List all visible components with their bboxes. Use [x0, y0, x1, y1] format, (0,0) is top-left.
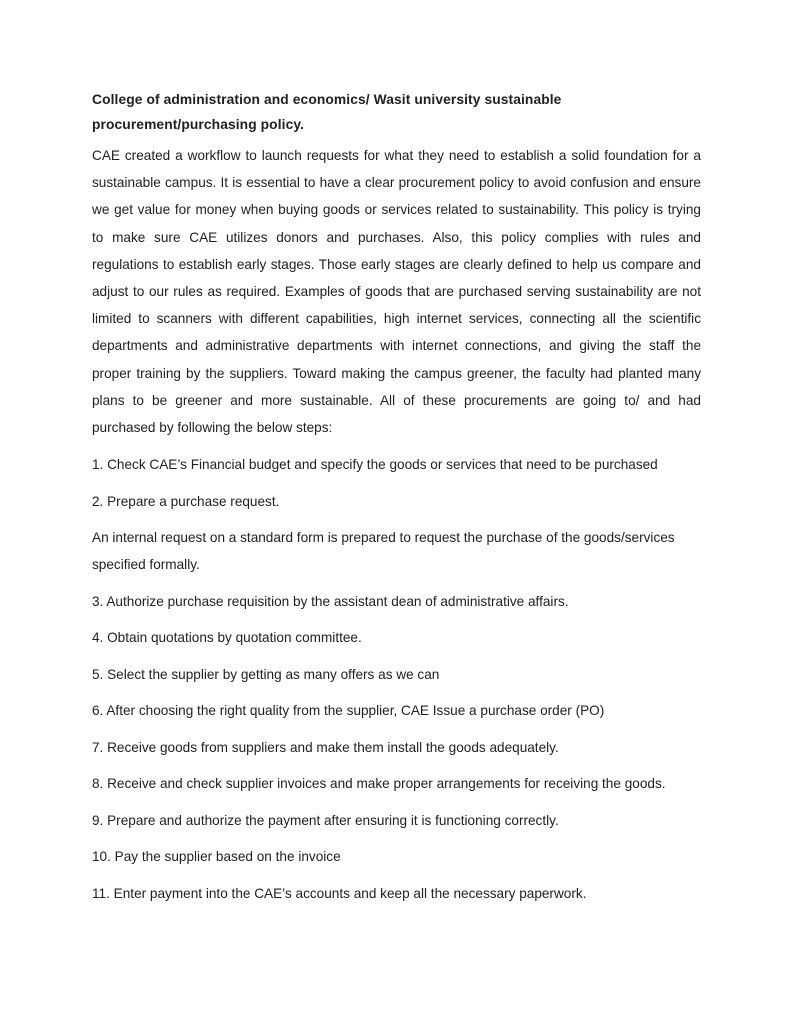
step-paragraph-3: 3. Authorize purchase requisition by the assistant dean of administrative affairs.: [92, 593, 569, 609]
step-paragraph-8: 8. Receive and check supplier invoices and make proper arrangements for receiving the goods.: [92, 776, 666, 792]
document-content: [92, 88, 701, 916]
intro-paragraph: CAE created a workflow to launch requests for what they need to establish a solid foundation for a sustainable campus. It is essential to have a clear procurement policy to avoid confusion and ensure we get value for money when buying goods or services related to sustainability. This policy is trying to make sure CAE utilizes donors and purchases. Also, this policy complies with rules and regulations to establish early stages. Those early stages are clearly defined to help us compare and adjust to our rules as required. Examples of goods that are purchased serving sustainability are not limited to scanners with different capabilities, high internet services, connecting all the scientific departments and administrative departments with internet connections, and giving the staff the proper training by the suppliers. Toward making the campus greener, the faculty had planted many plans to be greener and more sustainable. All of these procurements are going to/ and had purchased by following the below steps:: [92, 148, 701, 436]
step-paragraph-7: 7. Receive goods from suppliers and make them install the goods adequately.: [92, 739, 559, 755]
step-paragraph-4: 4. Obtain quotations by quotation committee.: [92, 630, 362, 646]
document-title: College of administration and economics/ Wasit university sustainable procurement/purchasing policy.: [92, 92, 562, 132]
step-paragraph-9: 9. Prepare and authorize the payment after ensuring it is functioning correctly.: [92, 812, 559, 828]
step-paragraph-1: 1. Check CAE’s Financial budget and specify the goods or services that need to be purchased: [92, 457, 658, 473]
step-paragraph-6: 6. After choosing the right quality from the supplier, CAE Issue a purchase order (PO): [92, 703, 605, 719]
step-paragraph-2: 2. Prepare a purchase request.: [92, 493, 280, 509]
step-detail-paragraph: An internal request on a standard form is prepared to request the purchase of the goods/services specified formally.: [92, 530, 675, 573]
step-paragraph-10: 10. Pay the supplier based on the invoice: [92, 849, 341, 865]
step-paragraph-5: 5. Select the supplier by getting as many offers as we can: [92, 666, 440, 682]
step-paragraph-11: 11. Enter payment into the CAE’s accounts and keep all the necessary paperwork.: [92, 885, 587, 901]
